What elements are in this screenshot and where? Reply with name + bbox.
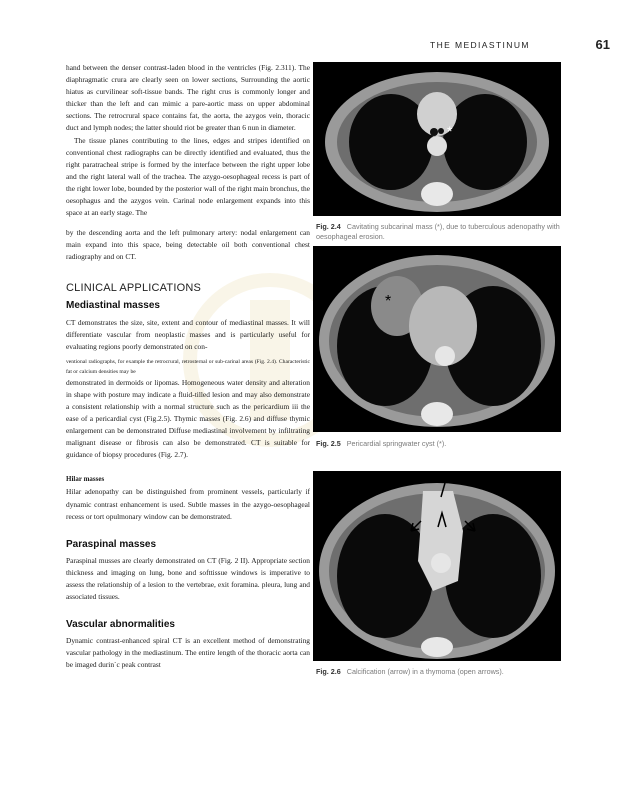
figure-label: Fig. 2.5 [316,439,341,448]
paragraph: The tissue planes contributing to the lines, edges and stripes identified on conventional chest radiographs can be directly identified and evaluated, thus the right paratracheal stripe is formed by the interface between the right upper lobe and the right lateral wall of the trachea. The azygo-oesophageal recess is part of the right lower lobe, bounded by the posterior wall of the right main bronchus, the oesophagus and the azygos vein. Carinal node enlargement expands into this space at an early stage. The [66,135,310,218]
figure-label: Fig. 2.4 [316,222,341,231]
asterisk-marker: * [385,293,392,310]
paragraph: hand between the denser contrast-laden blood in the ventricles (Fig. 2.311). The diaphragmatic crura are clearly seen on lower sections, Surrounding the aortic hiatus as curvilinear soft-tissue bands. The right crus is commonly longer and thicker than the left and can mimic a pare-aortic mass on upper abdominal sections. The retrocrural space contains fat, the aorta, the azygos vein, thoracic duct and lymph nodes; the latter should riot be greater than 6 nun in diameter. [66,63,310,133]
ct-scan-image [313,471,561,661]
paragraph: Paraspinal musses are clearly demonstrated on CT (Fig. 2 II). Appropriate section thickness and imaging on lung, bone and softtissue windows is imperative to assess the relationship of a lesion to the vertebrae, exit foramina. pleura, lung and associated tissues. [66,555,310,601]
figure-caption [316,222,566,241]
caption-text: Calcification (arrow) in a thymoma (open arrows). [346,667,504,676]
ct-scan-image [313,62,561,216]
running-head [430,37,610,52]
minor-heading: Hilar masses [66,475,105,484]
paragraph: CT demonstrates the size, site, extent and contour of mediastinal masses. It will differentiate vascular from neoplastic masses and is particularly useful for evaluating regions poorly demonstrated on con- [66,317,310,351]
figure-caption [316,439,566,449]
subsection-heading: Paraspinal masses [66,538,157,550]
figure-caption [316,667,566,677]
subsection-heading: Mediastinal masses [66,299,160,311]
caption-text: Pericardial springwater cyst (*). [346,439,447,448]
paragraph: by the descending aorta and the left pulmonary artery: nodal enlargement can main expand into this space, being detectable oil both conventional chest radiography and on CT. [66,228,310,262]
running-title: THE MEDIASTINUM [430,40,530,50]
paragraph: demonstrated in dermoids or lipomas. Homogeneous water density and alteration in shape with posture may indicate a fluid-tilled lesion and may also demonstrate a consistent relationship with a normal structure such as the pericardium iii the ease of a pericardial cyst (Fig.2.5). Thymic masses (Fig. 2.6) and diffuse thymic enlargement can be demonstrated Diffuse mediastinal involvement by infiltrating malignant disease or fibrosis can also be demonstrated. CT is suitable for guidance of biopsy procedures (Fig. 2.7). [66,377,310,460]
figure-label: Fig. 2.6 [316,667,341,676]
text-column [66,62,310,671]
page-number: 61 [595,37,610,52]
paragraph: Hilar adenopathy can be distinguished from prominent vessels, particularly if dynamic contrast enhancement is used. Subtle masses in the azygo-oesophageal recess or tort opulmonary window can be demonstrated. [66,487,310,521]
caption-text: Cavitating subcarinal mass (*), due to tuberculous adenopathy with oesophageal erosion. [316,222,560,241]
paragraph: Dynamic contrast-enhanced spiral CT is an excellent method of demonstrating vascular pathology in the mediastinum. The entire length of the thoracic aorta can be imaged durin`c peak contrast [66,636,310,670]
paragraph: ventional radiographs, for example the retrocrural, retrosternal or sub-carinal areas (Fig. 2.4). Characteristic fat or calcium densities may be [66,358,310,375]
subsection-heading: Vascular abnormalities [66,619,175,631]
asterisk-marker: * [447,123,453,139]
ct-scan-image [313,246,561,432]
section-heading: CLINICAL APPLICATIONS [66,281,202,294]
